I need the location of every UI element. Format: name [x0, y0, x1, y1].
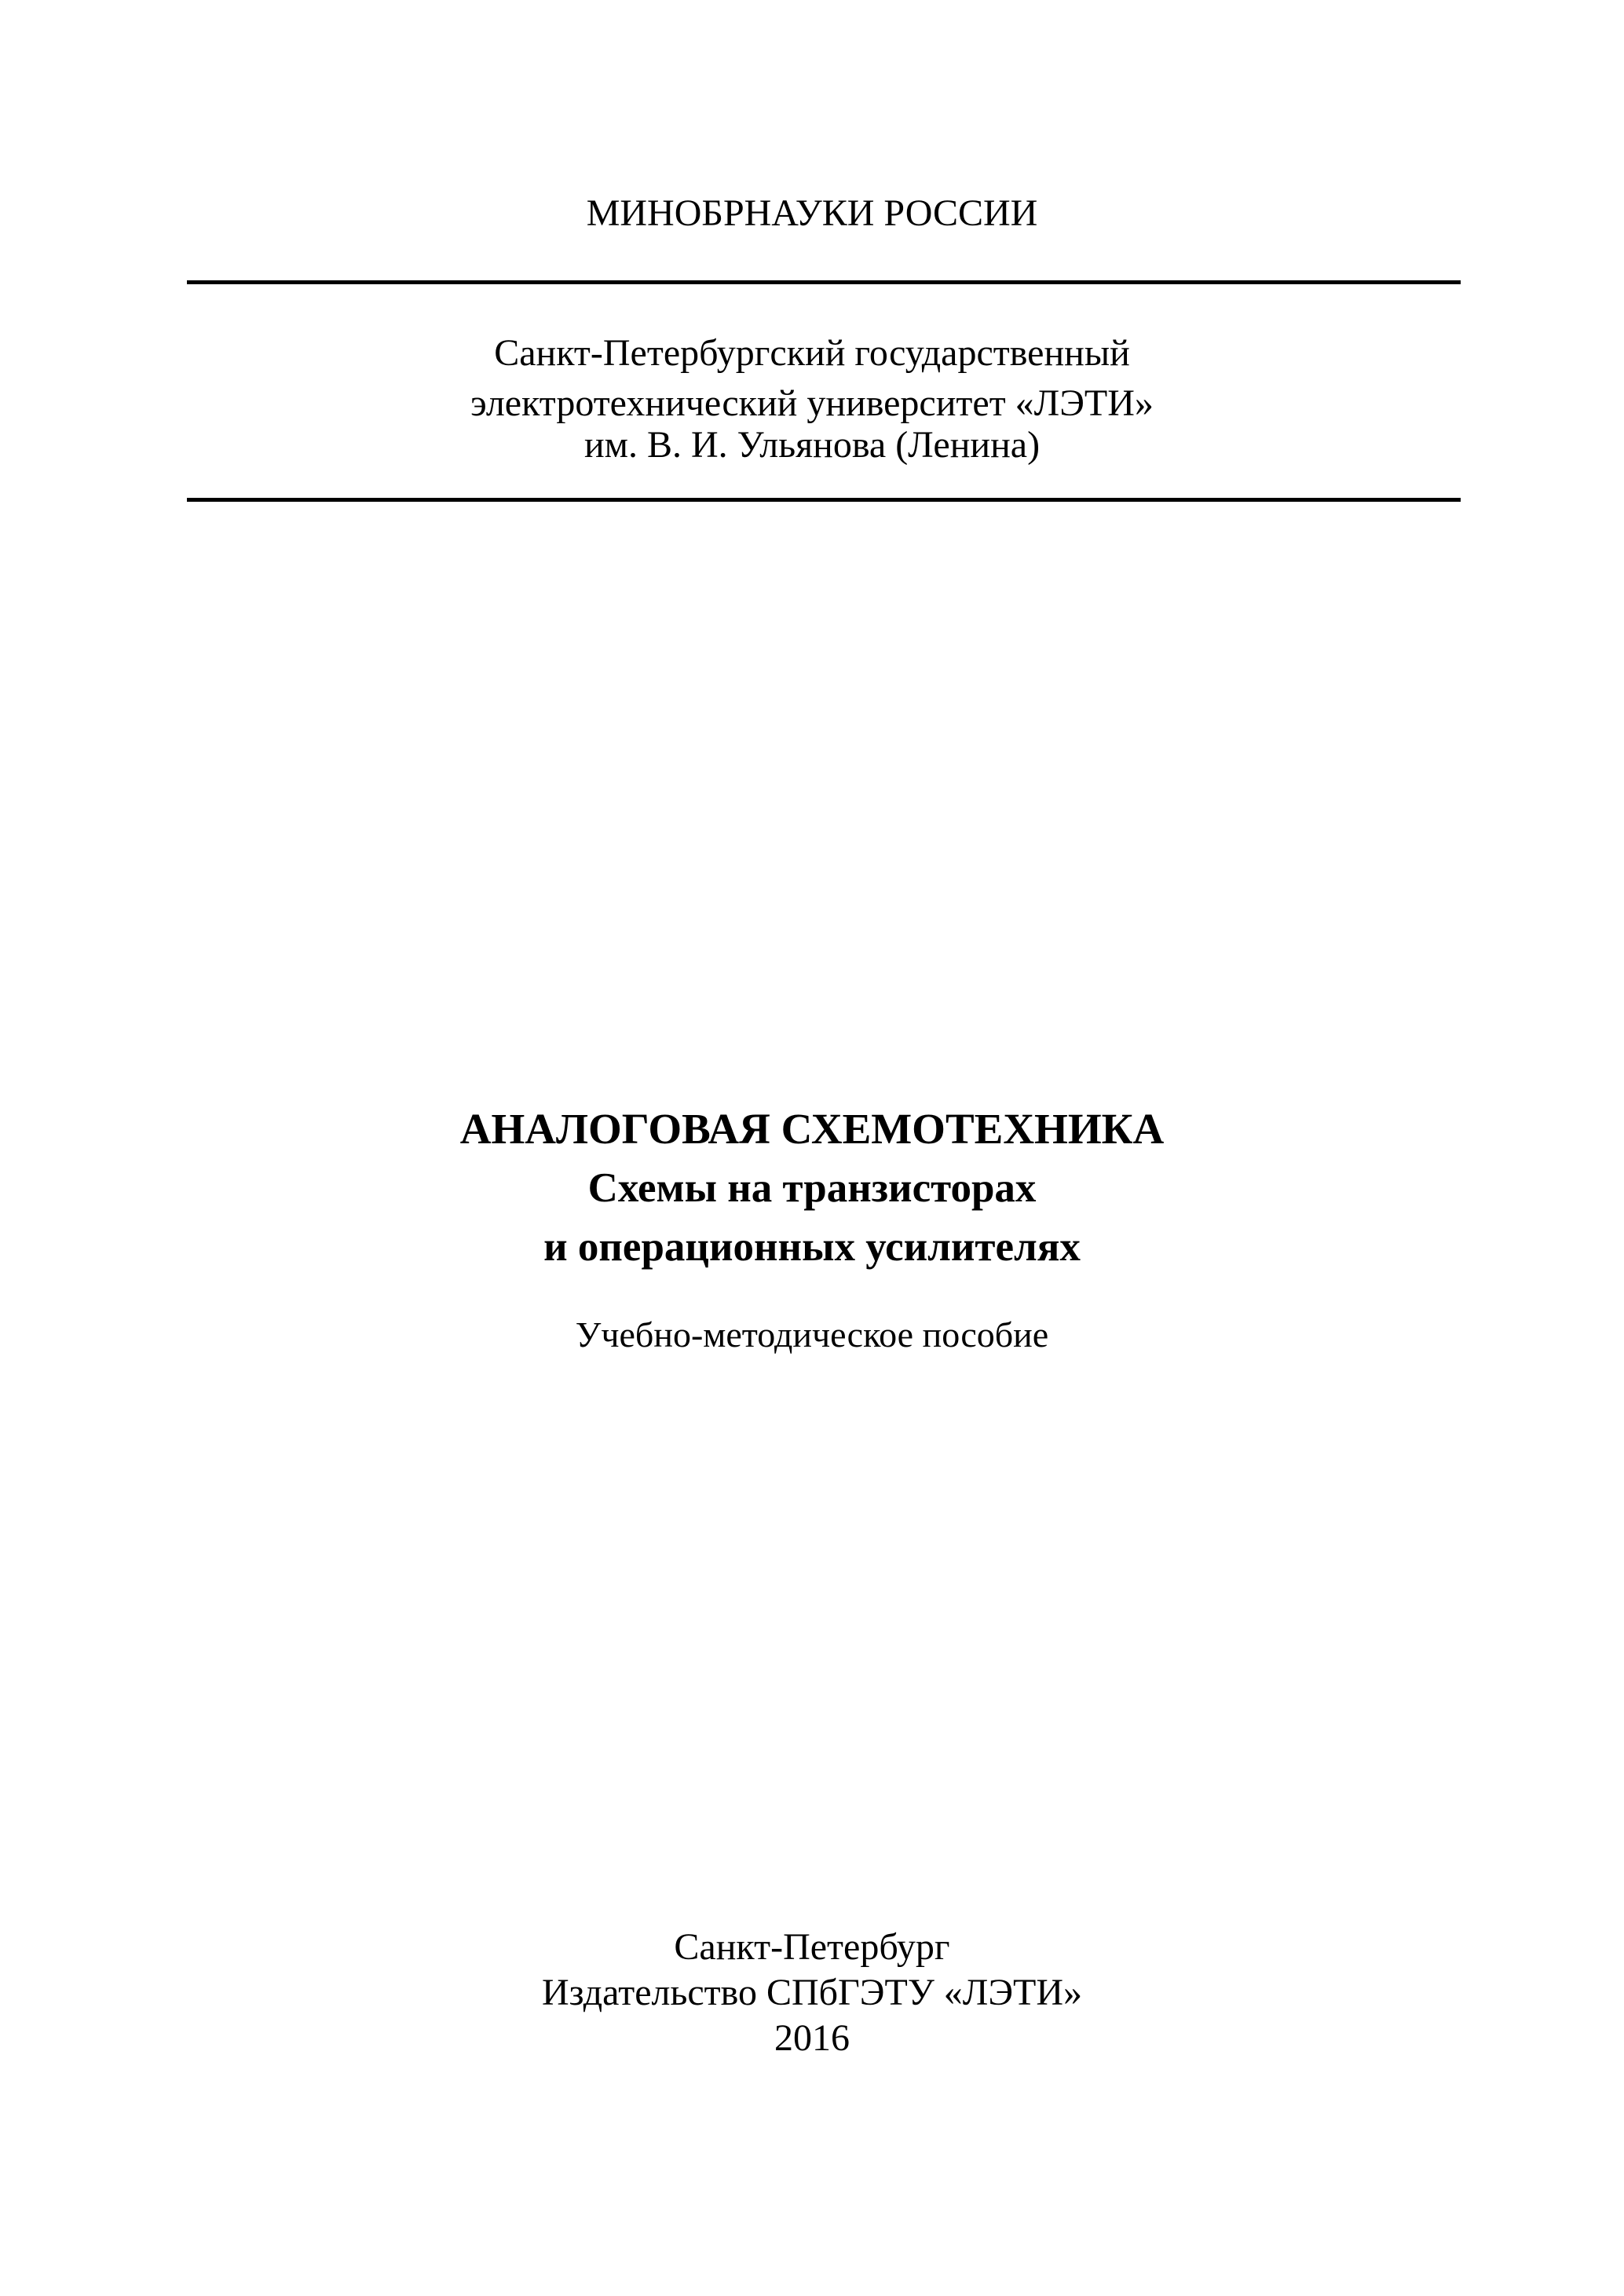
top-divider-rule	[187, 280, 1461, 284]
university-line-2: электротехнический университет «ЛЭТИ»	[470, 382, 1154, 424]
book-subtitle-line-1: Схемы на транзисторах	[587, 1165, 1037, 1211]
book-title: АНАЛОГОВАЯ СХЕМОТЕХНИКА	[459, 1105, 1165, 1153]
document-type: Учебно-методическое пособие	[575, 1314, 1049, 1355]
imprint-publisher: Издательство СПбГЭТУ «ЛЭТИ»	[541, 1972, 1083, 2013]
book-subtitle-line-2: и операционных усилителях	[543, 1224, 1081, 1270]
imprint-year: 2016	[774, 2017, 850, 2059]
bottom-divider-rule	[187, 498, 1461, 502]
university-line-1: Санкт-Петербургский государственный	[494, 332, 1130, 374]
university-line-3: им. В. И. Ульянова (Ленина)	[583, 424, 1041, 466]
ministry-name: МИНОБРНАУКИ РОССИИ	[586, 192, 1038, 234]
imprint-city: Санкт-Петербург	[674, 1926, 950, 1968]
